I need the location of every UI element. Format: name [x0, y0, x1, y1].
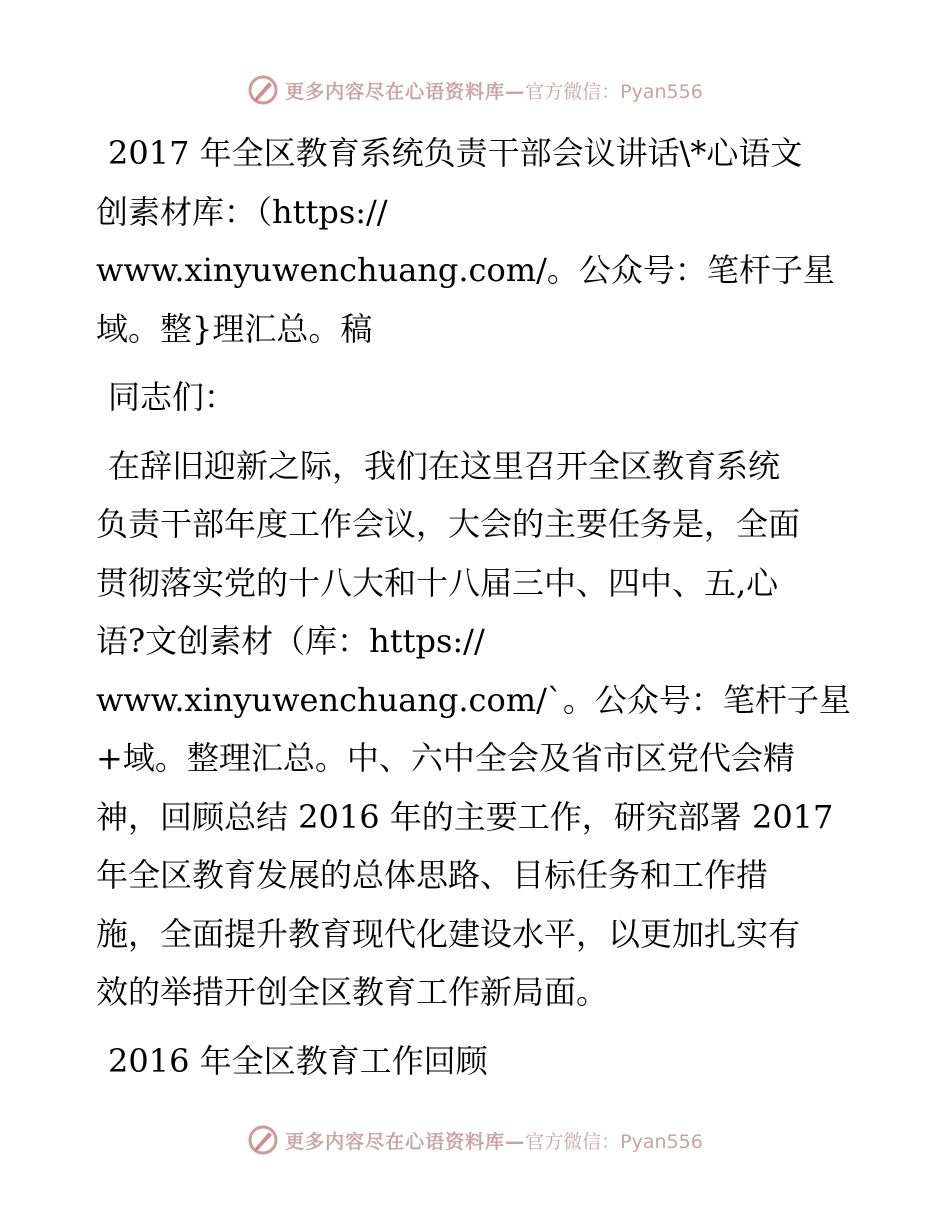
paragraph-line-2: 负责干部年度工作会议，大会的主要任务是，全面	[96, 505, 801, 543]
watermark-dash: —	[505, 80, 526, 103]
paragraph-line-4: 语?文创素材（库：https://	[96, 622, 485, 660]
watermark-header	[0, 70, 950, 110]
paragraph-line-5: www.xinyuwenchuang.com/`。公众号：笔杆子星	[96, 680, 851, 719]
brush-logo-icon	[247, 74, 279, 106]
paragraph-line-8: 年全区教育发展的总体思路、目标任务和工作措	[96, 856, 769, 894]
salutation: 同志们：	[108, 378, 237, 416]
paragraph-line-10: 效的举措开创全区教育工作新局面。	[96, 973, 609, 1011]
title-line-1: 2017 年全区教育系统负责干部会议讲话\*心语文	[108, 134, 803, 172]
title-line-4: 域。整}理汇总。稿	[96, 309, 373, 348]
document-body	[96, 124, 856, 1090]
watermark-main: 更多内容尽在心语资料库	[285, 1130, 506, 1153]
watermark-footer	[0, 1120, 950, 1160]
title-line-2: 创素材库：（https://	[96, 192, 388, 231]
section-heading: 2016 年全区教育工作回顾	[108, 1041, 488, 1080]
watermark-wechat: 官方微信：Pyan556	[525, 80, 703, 103]
watermark-wechat: 官方微信：Pyan556	[525, 1130, 703, 1153]
watermark-main: 更多内容尽在心语资料库	[285, 80, 506, 103]
watermark-text	[285, 1127, 703, 1154]
title-line-3: www.xinyuwenchuang.com/。公众号：笔杆子星	[96, 251, 835, 289]
watermark-dash: —	[505, 1130, 526, 1153]
paragraph-line-7: 神，回顾总结 2016 年的主要工作，研究部署 2017	[96, 797, 834, 836]
paragraph-line-6: +域。整理汇总。中、六中全会及省市区党代会精	[96, 739, 795, 777]
paragraph-line-1: 在辞旧迎新之际，我们在这里召开全区教育系统	[108, 446, 781, 485]
watermark-text	[285, 77, 703, 104]
paragraph-line-9: 施，全面提升教育现代化建设水平，以更加扎实有	[96, 914, 801, 953]
paragraph-line-3: 贯彻落实党的十八大和十八届三中、四中、五,心	[96, 563, 779, 602]
brush-logo-icon	[247, 1124, 279, 1156]
